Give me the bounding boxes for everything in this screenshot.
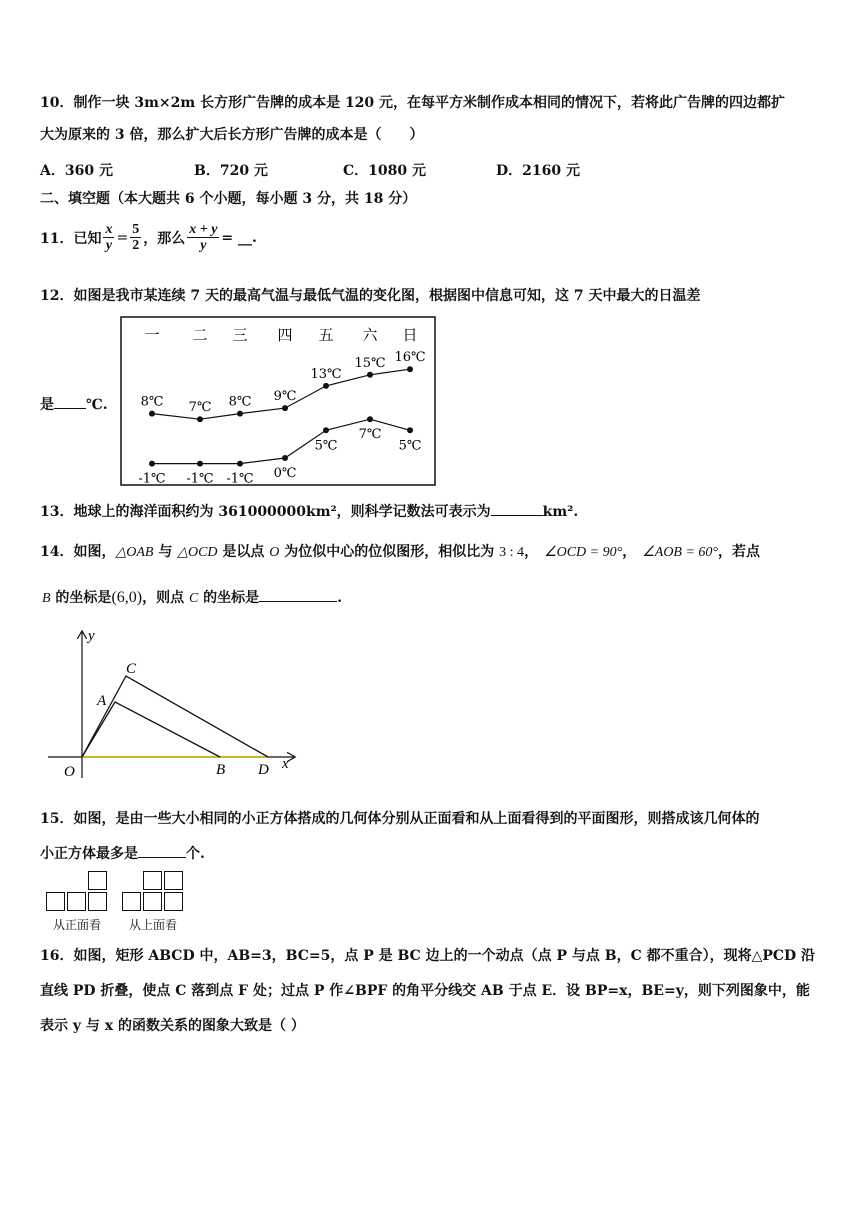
high-temp-label: 9℃ xyxy=(273,389,297,405)
q11-frac2-den: 2 xyxy=(132,238,140,253)
high-temp-label: 13℃ xyxy=(310,366,342,382)
low-temp-label: -1℃ xyxy=(138,471,166,486)
q12-answer-blank[interactable] xyxy=(54,408,86,409)
q14-angle-aob: ∠AOB = 60° xyxy=(642,545,719,560)
q11-middle: ，那么 xyxy=(143,230,186,247)
day-label: 四 xyxy=(277,326,293,344)
q11-frac2-num: 5 xyxy=(132,222,140,237)
low-temp-point xyxy=(149,461,155,467)
q13-line xyxy=(40,501,578,521)
day-label: 五 xyxy=(318,326,334,344)
low-temp-point xyxy=(237,461,243,467)
high-temp-point xyxy=(282,405,288,411)
q11-equals: = xyxy=(116,229,129,246)
section-heading: 二、填空题（本大题共 6 个小题，每小题 3 分，共 18 分） xyxy=(40,191,417,207)
day-label: 六 xyxy=(362,326,378,344)
q14-figure xyxy=(40,626,302,782)
top-view-cube xyxy=(164,871,183,890)
high-temp-label: 7℃ xyxy=(188,400,212,416)
high-temp-point xyxy=(149,411,155,417)
q14-coordinate: (6,0) xyxy=(111,589,143,606)
front-view-label: 从正面看 xyxy=(53,918,102,932)
label-a: A xyxy=(97,693,107,709)
low-temp-label: 5℃ xyxy=(314,438,338,454)
low-temp-point xyxy=(367,416,373,422)
q12-answer-line xyxy=(40,394,108,414)
q12-line1: 12．如图是我市某连续 7 天的最高气温与最低气温的变化图，根据图中信息可知，这 7 天中最大的日温差 xyxy=(40,288,701,304)
front-view-figure xyxy=(46,871,110,913)
q10-line2: 大为原来的 3 倍，那么扩大后长方形广告牌的成本是（ ） xyxy=(40,127,424,143)
q13-text: 13．地球上的海洋面积约为 361000000km²，则科学记数法可表示为 xyxy=(40,504,491,520)
low-temp-label: -1℃ xyxy=(226,471,254,486)
high-temp-point xyxy=(407,366,413,372)
day-label: 三 xyxy=(232,326,248,344)
q14-point-c: C xyxy=(188,591,199,606)
low-temp-label: -1℃ xyxy=(186,471,214,486)
day-label: 二 xyxy=(192,326,208,344)
label-d: D xyxy=(258,762,269,778)
q10-line1: 10．制作一块 3m×2m 长方形广告牌的成本是 120 元，在每平方米制作成本相同的情况下，若将此广告牌的四边都扩 xyxy=(40,95,786,111)
low-temp-label: 7℃ xyxy=(358,427,382,443)
high-temp-label: 15℃ xyxy=(354,355,386,371)
day-label: 一 xyxy=(144,326,160,344)
label-b: B xyxy=(216,762,226,778)
day-label: 日 xyxy=(402,326,418,344)
top-view-cube xyxy=(122,892,141,911)
q14-text-e: ，若点 xyxy=(718,544,761,560)
q15-line2 xyxy=(40,843,205,863)
q14-triangle-oab: △OAB xyxy=(115,545,154,560)
top-view-label: 从上面看 xyxy=(129,918,178,932)
high-temp-point xyxy=(367,372,373,378)
high-temp-label: 8℃ xyxy=(140,394,164,410)
front-view-cube xyxy=(67,892,86,911)
q14-text-h: 的坐标是 xyxy=(198,590,260,606)
q14-line1: 14．如图，△OAB 与 △OCD 是以点 O 为位似中心的位似图形，相似比为 3 : 4， ∠OCD = 90°， ∠AOB = 60°，若点 xyxy=(40,544,761,560)
triangle-oab xyxy=(82,702,220,757)
q11-frac3-den: y xyxy=(200,238,207,253)
low-temp-label: 5℃ xyxy=(398,438,422,454)
label-o: O xyxy=(64,764,75,780)
q15-answer-blank[interactable] xyxy=(138,857,186,858)
q16-line3: 表示 y 与 x 的函数关系的图象大致是（ ） xyxy=(40,1018,305,1034)
top-view-figure xyxy=(122,871,186,913)
q14-text-g: ，则点 xyxy=(142,590,189,606)
high-temp-point xyxy=(197,416,203,422)
q11-fraction-xy-over-y xyxy=(187,222,219,253)
q10-option-c: C．1080 元 xyxy=(343,163,426,179)
label-x: x xyxy=(282,756,289,772)
q16-line2: 直线 PD 折叠，使点 C 落到点 F 处；过点 P 作∠BPF 的角平分线交 AB 于点 E．设 BP=x，BE=y，则下列图象中，能 xyxy=(40,983,810,999)
high-temp-label: 8℃ xyxy=(228,394,252,410)
q12-answer-prefix: 是 xyxy=(40,397,54,413)
front-view-cube xyxy=(88,871,107,890)
low-temp-label: 0℃ xyxy=(273,466,297,481)
top-view-cube xyxy=(143,892,162,911)
q14-text-c: 是以点 xyxy=(217,544,270,560)
q15-text-a: 小正方体最多是 xyxy=(40,846,138,862)
q11-frac3-num: x + y xyxy=(189,222,218,237)
q11 xyxy=(40,222,257,253)
label-y: y xyxy=(88,628,95,644)
q16-line1: 16．如图，矩形 ABCD 中，AB=3，BC=5，点 P 是 BC 边上的一个动点（点 P 与点 B，C 都不重合），现将△PCD 沿 xyxy=(40,948,816,964)
q14-text-end: . xyxy=(337,590,343,606)
q10-option-b: B．720 元 xyxy=(194,163,268,179)
temperature-chart xyxy=(120,316,436,486)
low-temp-point xyxy=(197,461,203,467)
q13-unit: km². xyxy=(542,504,579,520)
q14-ratio: 3 : 4 xyxy=(499,545,525,560)
q15-line1: 15．如图，是由一些大小相同的小正方体搭成的几何体分别从正面看和从上面看得到的平面图形，则搭成该几何体的 xyxy=(40,811,760,827)
q14-point-o: O xyxy=(269,545,280,560)
q14-line2 xyxy=(42,587,342,607)
label-c: C xyxy=(126,661,137,677)
q14-point-b: B xyxy=(42,591,51,606)
front-view-cube xyxy=(88,892,107,911)
q11-frac1-den: y xyxy=(105,238,113,253)
q14-text-f: 的坐标是 xyxy=(50,590,112,606)
high-temp-point xyxy=(237,411,243,417)
q14-answer-blank[interactable] xyxy=(259,601,337,602)
q11-fraction-x-over-y xyxy=(103,222,114,253)
top-view-cube xyxy=(164,892,183,911)
q11-suffix: = __. xyxy=(221,229,257,246)
low-temp-point xyxy=(323,427,329,433)
q15-text-b: 个. xyxy=(186,846,205,862)
front-view-cube xyxy=(46,892,65,911)
high-temp-label: 16℃ xyxy=(394,350,426,366)
low-temp-point xyxy=(407,427,413,433)
high-temp-point xyxy=(323,383,329,389)
triangle-ocd xyxy=(82,676,268,757)
q14-text-b: 与 xyxy=(153,544,178,560)
q14-text-d: 为位似中心的位似图形，相似比为 xyxy=(279,544,500,560)
q14-triangle-ocd: △OCD xyxy=(177,545,218,560)
q13-answer-blank[interactable] xyxy=(491,515,543,516)
q11-fraction-5-over-2 xyxy=(130,222,141,253)
q12-answer-suffix: ℃. xyxy=(86,397,108,413)
q11-prefix: 11．已知 xyxy=(40,230,102,247)
q10-option-d: D．2160 元 xyxy=(496,163,580,179)
q14-text-a: 14．如图， xyxy=(40,544,116,560)
q11-frac1-num: x xyxy=(105,222,113,237)
low-temp-point xyxy=(282,455,288,461)
q14-angle-ocd: ∠OCD = 90° xyxy=(544,545,623,560)
top-view-cube xyxy=(143,871,162,890)
q10-option-a: A．360 元 xyxy=(40,163,113,179)
